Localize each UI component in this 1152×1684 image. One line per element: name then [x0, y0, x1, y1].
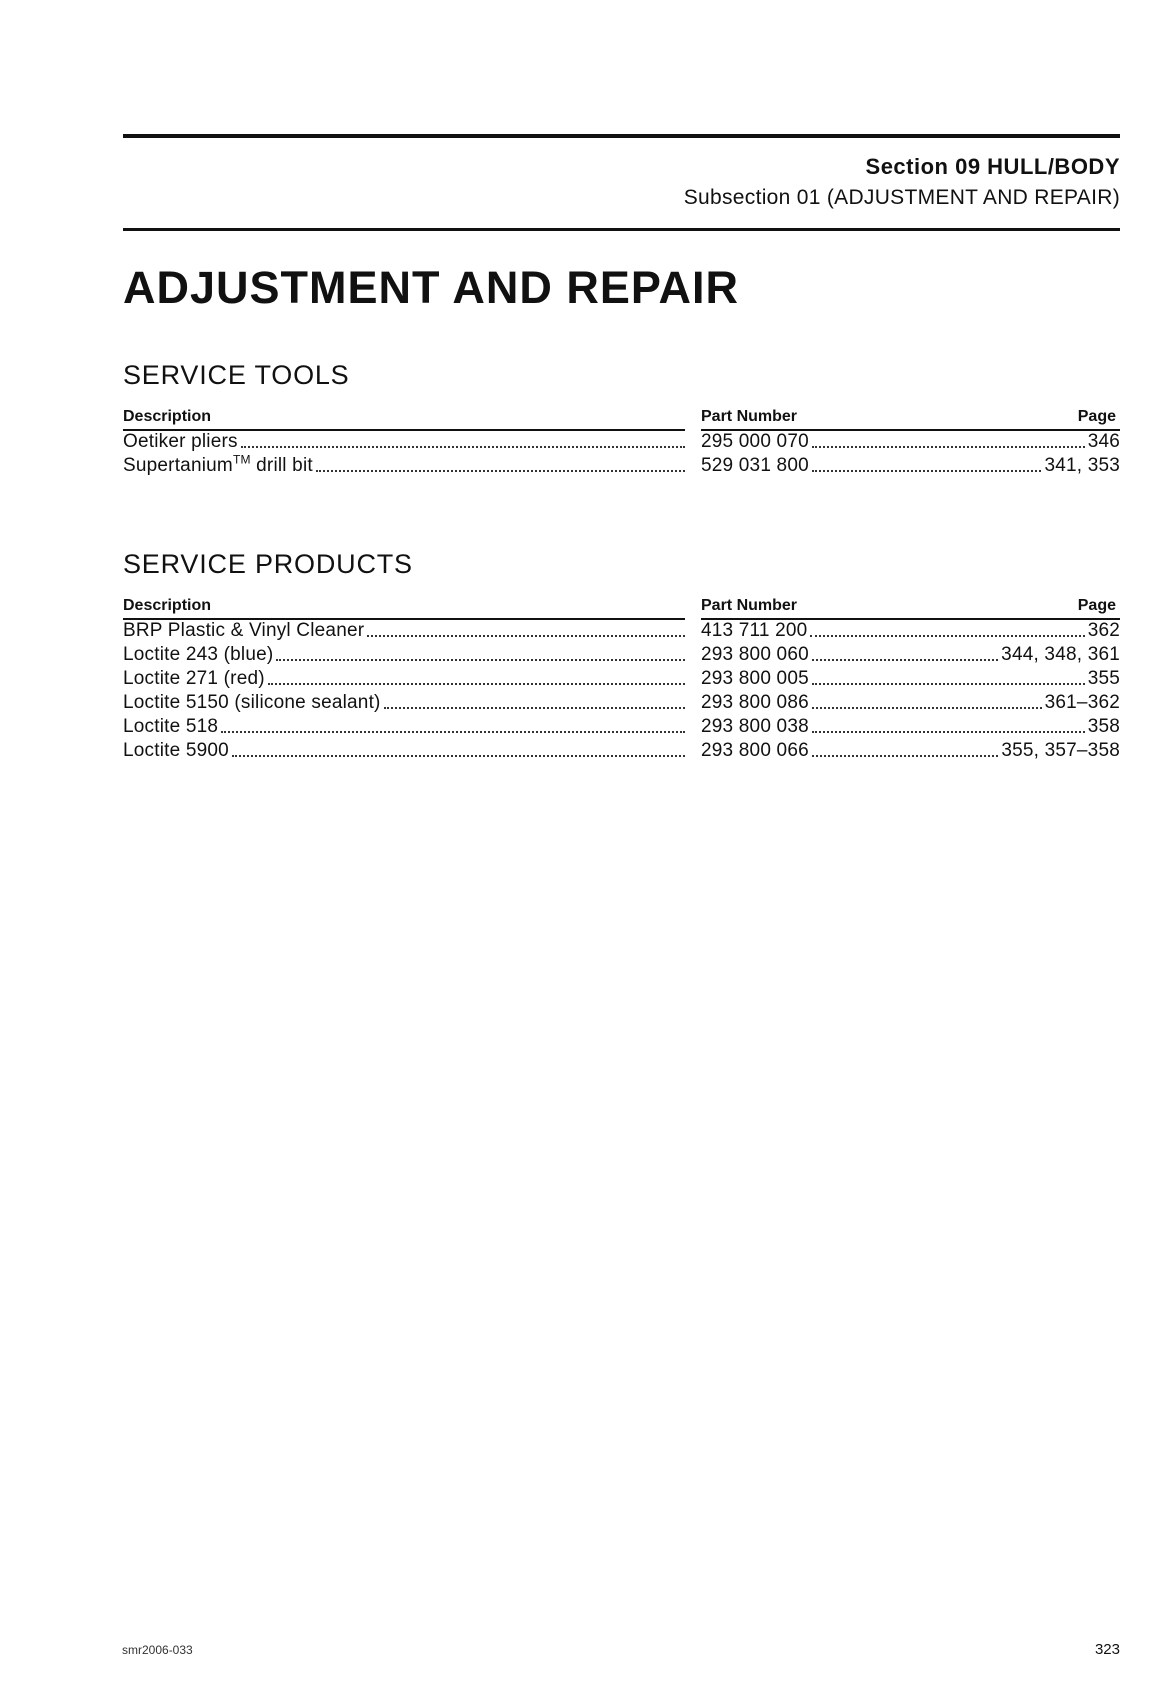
header-description: Description — [123, 408, 212, 425]
leader-dots — [221, 731, 685, 733]
table-row — [123, 691, 1120, 715]
table-row — [123, 619, 1120, 643]
leader-dots — [316, 470, 685, 472]
row-part-number: 293 800 005 — [701, 668, 809, 689]
row-page: 355, 357–358 — [1001, 740, 1120, 761]
row-page: 362 — [1087, 620, 1120, 641]
row-part-number: 293 800 066 — [701, 740, 809, 761]
service-products-table — [123, 595, 1120, 763]
row-description: Oetiker pliers — [123, 431, 238, 452]
row-page: 346 — [1087, 431, 1120, 452]
table-row — [123, 454, 1120, 478]
table-row — [123, 715, 1120, 739]
leader-dots — [812, 659, 998, 661]
page-number: 323 — [1094, 1641, 1120, 1658]
table-row — [123, 667, 1120, 691]
header-part-number: Part Number — [701, 408, 798, 425]
leader-dots — [810, 635, 1084, 637]
row-part-number: 529 031 800 — [701, 455, 809, 476]
leader-dots — [812, 683, 1085, 685]
document-code: smr2006-033 — [122, 1643, 193, 1657]
service-products-heading: SERVICE PRODUCTS — [123, 549, 413, 579]
leader-dots — [812, 707, 1042, 709]
row-description: BRP Plastic & Vinyl Cleaner — [123, 620, 365, 641]
leader-dots — [384, 707, 685, 709]
row-description: Supertanium™ drill bit — [123, 454, 313, 476]
row-page: 344, 348, 361 — [1001, 644, 1120, 665]
service-tools-table — [123, 406, 1120, 478]
leader-dots — [812, 731, 1085, 733]
section-label: Section 09 HULL/BODY — [865, 154, 1120, 179]
leader-dots — [812, 446, 1085, 448]
leader-dots — [232, 755, 685, 757]
header-bottom-rule — [123, 228, 1120, 231]
row-part-number: 295 000 070 — [701, 431, 809, 452]
header-top-rule — [123, 134, 1120, 138]
row-part-number: 293 800 060 — [701, 644, 809, 665]
page-title: ADJUSTMENT AND REPAIR — [123, 262, 740, 313]
row-description: Loctite 271 (red) — [123, 668, 265, 689]
table-row — [123, 430, 1120, 454]
table-row — [123, 739, 1120, 763]
header-part-number: Part Number — [701, 597, 798, 614]
leader-dots — [268, 683, 685, 685]
header-page: Page — [1077, 408, 1116, 425]
header-description: Description — [123, 597, 212, 614]
service-tools-heading: SERVICE TOOLS — [123, 360, 350, 390]
row-part-number: 413 711 200 — [701, 620, 808, 641]
row-part-number: 293 800 086 — [701, 692, 809, 713]
leader-dots — [276, 659, 685, 661]
leader-dots — [241, 446, 685, 448]
leader-dots — [367, 635, 685, 637]
row-description: Loctite 5150 (silicone sealant) — [123, 692, 381, 713]
row-description: Loctite 518 — [123, 716, 219, 737]
row-page: 355 — [1087, 668, 1120, 689]
row-description: Loctite 5900 — [123, 740, 229, 761]
trademark-sup: TM — [232, 454, 251, 467]
table-row — [123, 643, 1120, 667]
row-page: 358 — [1087, 716, 1120, 737]
row-description: Loctite 243 (blue) — [123, 644, 274, 665]
leader-dots — [812, 470, 1042, 472]
row-part-number: 293 800 038 — [701, 716, 809, 737]
subsection-label: Subsection 01 (ADJUSTMENT AND REPAIR) — [683, 186, 1120, 209]
row-page: 341, 353 — [1044, 455, 1120, 476]
header-page: Page — [1077, 597, 1116, 614]
leader-dots — [812, 755, 998, 757]
row-page: 361–362 — [1044, 692, 1120, 713]
table-header — [123, 406, 1120, 430]
table-header — [123, 595, 1120, 619]
